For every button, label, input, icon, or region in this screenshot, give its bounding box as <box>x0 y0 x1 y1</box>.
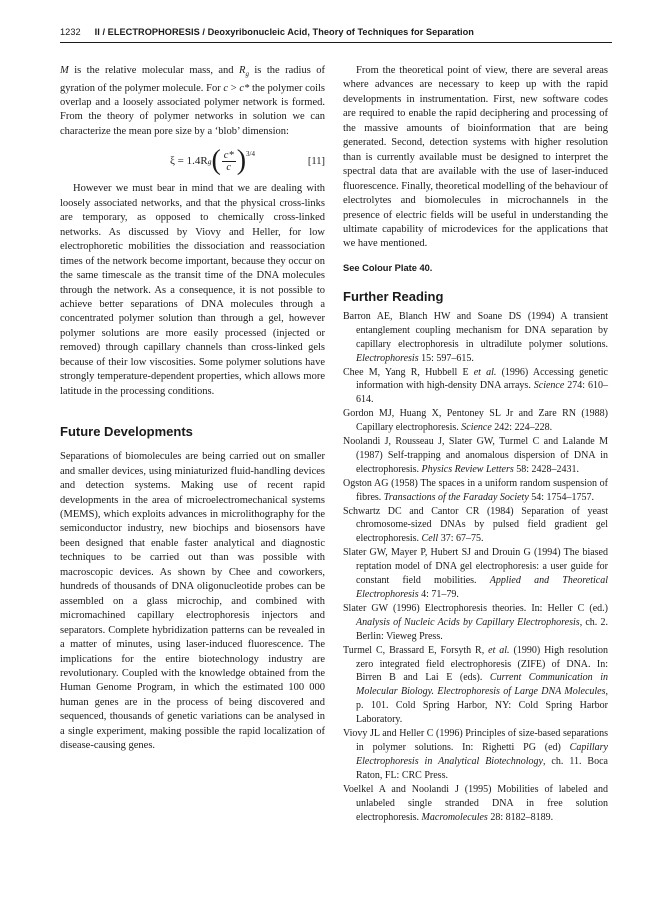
running-title: II / ELECTROPHORESIS / Deoxyribonucleic Acid, Theory of Techniques for Separation <box>94 27 474 37</box>
reference-item: Barron AE, Blanch HW and Soane DS (1994) A transient entanglement coupling mechanism for DNA separation by capillary electrophoresis in ultradilute polymer solutions. Electrophoresis 15: 597–615. <box>343 310 608 364</box>
left-column <box>60 64 325 754</box>
left-paren: ( <box>211 145 221 177</box>
fraction-denominator: c <box>226 161 232 173</box>
reference-item: Turmel C, Brassard E, Forsyth R, et al. (1990) High resolution zero integrated field electrophoresis (ZIFE) of DNA. In: Birren B and Lai E (eds). Current Communication in Molecular Biology. Electrophoresis of Large DNA Molecules, p. 101. Cold Spring Harbor, NY: Cold Spring Harbor Laboratory. <box>343 644 608 726</box>
reference-list <box>343 310 608 825</box>
right-paren: ) <box>236 145 247 177</box>
paragraph-future-developments: Separations of biomolecules are being carried out on smaller and smaller devices, using miniaturized fluid-handling devices and detection systems. Making use of recent rapid developments in the area of microelectromechanical systems (MEMS), which exploits advances in microlithography for the semiconductor industry, new biochips and biosensors have been designed that enable faster analytical and diagnostic techniques to be carried out than was possible with macroscopic devices. As shown by Chee and coworkers, hundreds of thousands of DNA oligonucleotide probes can be assembled on a glass microchip, and combined with micromachined capillary electrophoresis injectors and separators. Complete hybridization patterns can be revealed in a matter of minutes, using laser-induced fluorescence. The implications for the entire biotechnology industry are revolutionary. Coupled with the knowledge obtained from the Human Genome Program, in which the estimated 100 000 human genes are in the process of being discovered and sequenced, thousands of genetic variations can be analysed in a single experiment, making possible the rapid localization of disease-causing genes. <box>60 451 325 752</box>
reference-item: Schwartz DC and Cantor CR (1984) Separation of yeast chromosome-sized DNAs by pulsed field gradient gel electrophoresis. Cell 37: 67–75. <box>343 505 608 545</box>
equation-fraction <box>222 150 236 173</box>
equation-exponent: 3/4 <box>246 150 255 159</box>
paragraph-radius-of-gyration: M is the relative molecular mass, and $R_g$ is the radius of gyration of the polymer molecule. For c > c* the polymer coils overlap and a loosely associated polymer network is formed. From the theory of polymer networks in solution we can characterize the mean pore size by a ‘blob’ dimension: <box>60 65 325 137</box>
reference-item: Voelkel A and Noolandi J (1995) Mobilities of labeled and unlabeled single stranded DNA in free solution electrophoresis. Macromolecules 28: 8182–8189. <box>343 783 608 823</box>
reference-item: Gordon MJ, Huang X, Pentoney SL Jr and Zare RN (1988) Capillary electrophoresis. Science 242: 224–228. <box>343 408 608 434</box>
paragraph-loosely-associated-networks: However we must bear in mind that we are dealing with loosely associated networks, and that the physical cross-links are temporary, as opposed to chemically cross-linked networks. As discussed by Viovy and Heller, for low electrophoretic mobilities the dissociation and reassociation times of the network become important, because they occur on the same timescale as the transit time of the DNA molecules through the network. As a consequence, it is not possible to achieve better separations of DNA molecules through a concentrated polymer solution than through a gel, however polymer solutions are more easily processed (injected or removed) through capillary channels than cross-linked gels because of their low viscosities. Some polymer solutions have strongly temperature-dependent properties, which allows more latitude in the processing conditions. <box>60 183 325 397</box>
reference-item: Slater GW, Mayer P, Hubert SJ and Drouin G (1994) The biased reptation model of DNA gel electrophoresis: a user guide for constant field mobilities. Applied and Theoretical Electrophoresis 4: 71–79. <box>343 547 609 601</box>
heading-further-reading: Further Reading <box>343 288 444 304</box>
equation-lhs: ξ = 1.4R <box>170 155 208 168</box>
heading-future-developments: Future Developments <box>60 424 193 440</box>
reference-item: Noolandi J, Rousseau J, Slater GW, Turmel C and Lalande M (1987) Self-trapping and anomalous dispersion of DNA in electrophoresis. Physics Review Letters 58: 2428–2431. <box>343 436 608 475</box>
header-rule <box>60 42 612 43</box>
reference-item: Slater GW (1996) Electrophoresis theories. In: Heller C (ed.) Analysis of Nucleic Acids by Capillary Electrophoresis, ch. 2. Berlin: Vieweg Press. <box>343 602 608 642</box>
right-column <box>343 64 608 824</box>
paragraph-theoretical-view: From the theoretical point of view, there are several areas where advances are necessary to keep up with the rapid developments in instrumentation. First, new software codes are required to enable the rapid deciphering and processing of the massive amounts of bioinformation that are being generated. Second, detection systems with higher resolution than is currently available must be designed to interpret the spectral data that are available with the use of laser-induced fluorescence. Finally, theoretical modelling of the behaviour of electrolytes and biomolecules in microchannels in the presence of electric fields will be useful in understanding the ultimate capability of microdevices for the applications that we have mentioned. <box>343 65 608 250</box>
reference-item: Chee M, Yang R, Hubbell E et al. (1996) Accessing genetic information with high-density DNA arrays. Science 274: 610–614. <box>343 366 609 406</box>
reference-item: Ogston AG (1958) The spaces in a uniform random suspension of fibres. Transactions of the Faraday Society 54: 1754–1757. <box>343 477 608 503</box>
fraction-numerator: c* <box>223 149 234 161</box>
see-colour-plate: See Colour Plate 40. <box>343 262 433 273</box>
equation-body <box>170 147 255 175</box>
page-number: 1232 <box>60 27 81 37</box>
reference-item: Viovy JL and Heller C (1996) Principles of size-based separations in polymer solutions. In: Righetti PG (ed) Capillary Electrophoresis in Analytical Biotechnology, ch. 11. Boca Raton, FL: CRC Press. <box>343 728 608 781</box>
equation-11 <box>60 140 325 182</box>
equation-subscript: g <box>207 156 212 166</box>
running-head <box>60 27 612 37</box>
equation-number: [11] <box>307 155 325 167</box>
